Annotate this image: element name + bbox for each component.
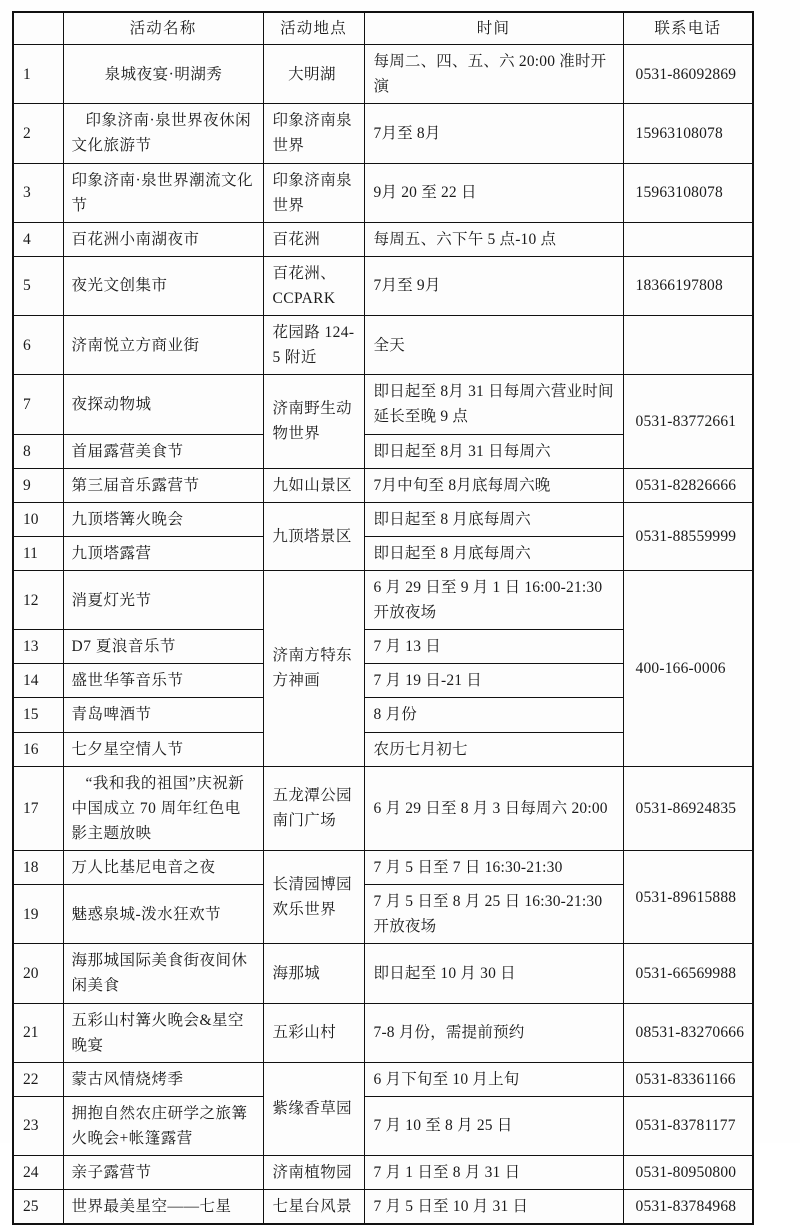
row-index: 19 bbox=[13, 885, 63, 944]
header-cell-phone: 联系电话 bbox=[623, 12, 753, 45]
row-index: 20 bbox=[13, 944, 63, 1003]
row-phone: 0531-83772661 bbox=[623, 375, 753, 468]
row-index: 17 bbox=[13, 766, 63, 850]
table-row bbox=[13, 1190, 753, 1225]
row-phone: 18366197808 bbox=[623, 256, 753, 315]
row-phone: 0531-80950800 bbox=[623, 1156, 753, 1190]
row-index: 11 bbox=[13, 536, 63, 570]
row-time: 7 月 5 日至 10 月 31 日 bbox=[364, 1190, 623, 1225]
row-location: 大明湖 bbox=[263, 45, 364, 104]
row-phone: 0531-89615888 bbox=[623, 850, 753, 943]
row-time: 7月至 9月 bbox=[364, 256, 623, 315]
row-activity-name: 蒙古风情烧烤季 bbox=[63, 1062, 263, 1096]
row-index: 12 bbox=[13, 570, 63, 629]
row-location: 济南植物园 bbox=[263, 1156, 364, 1190]
row-location: 印象济南泉世界 bbox=[263, 163, 364, 222]
row-time: 7月中旬至 8月底每周六晚 bbox=[364, 468, 623, 502]
row-index: 4 bbox=[13, 222, 63, 256]
row-time: 7-8 月份，需提前预约 bbox=[364, 1003, 623, 1062]
row-location: 海那城 bbox=[263, 944, 364, 1003]
row-index: 22 bbox=[13, 1062, 63, 1096]
row-activity-name: 万人比基尼电音之夜 bbox=[63, 850, 263, 884]
row-activity-name: 亲子露营节 bbox=[63, 1156, 263, 1190]
row-activity-name: 九顶塔篝火晚会 bbox=[63, 502, 263, 536]
row-index: 2 bbox=[13, 104, 63, 163]
table-row bbox=[13, 256, 753, 315]
row-index: 10 bbox=[13, 502, 63, 536]
table-row bbox=[13, 1003, 753, 1062]
row-time: 每周五、六下午 5 点-10 点 bbox=[364, 222, 623, 256]
row-time: 即日起至 8月 31 日每周六营业时间延长至晚 9 点 bbox=[364, 375, 623, 434]
row-activity-name: 夜探动物城 bbox=[63, 375, 263, 434]
row-index: 15 bbox=[13, 698, 63, 732]
row-index: 25 bbox=[13, 1190, 63, 1225]
row-activity-name: 魅惑泉城-泼水狂欢节 bbox=[63, 885, 263, 944]
row-location: 九顶塔景区 bbox=[263, 502, 364, 570]
row-activity-name: 世界最美星空——七星 bbox=[63, 1190, 263, 1225]
row-time: 全天 bbox=[364, 316, 623, 375]
row-time: 7 月 10 至 8 月 25 日 bbox=[364, 1096, 623, 1155]
table-row bbox=[13, 944, 753, 1003]
table-row bbox=[13, 163, 753, 222]
row-location: 长清园博园欢乐世界 bbox=[263, 850, 364, 943]
row-phone bbox=[623, 316, 753, 375]
row-location: 百花洲、CCPARK bbox=[263, 256, 364, 315]
row-location: 五彩山村 bbox=[263, 1003, 364, 1062]
table-row bbox=[13, 1096, 753, 1155]
row-activity-name: 五彩山村篝火晚会&星空晚宴 bbox=[63, 1003, 263, 1062]
header-cell-name: 活动名称 bbox=[63, 12, 263, 45]
row-location: 七星台风景 bbox=[263, 1190, 364, 1225]
row-phone: 0531-86924835 bbox=[623, 766, 753, 850]
table-row bbox=[13, 850, 753, 884]
header-cell-location: 活动地点 bbox=[263, 12, 364, 45]
table-row bbox=[13, 316, 753, 375]
row-time: 每周二、四、五、六 20:00 准时开演 bbox=[364, 45, 623, 104]
row-activity-name: 泉城夜宴·明湖秀 bbox=[63, 45, 263, 104]
row-activity-name: 百花洲小南湖夜市 bbox=[63, 222, 263, 256]
row-index: 24 bbox=[13, 1156, 63, 1190]
row-time: 7 月 1 日至 8 月 31 日 bbox=[364, 1156, 623, 1190]
header-cell-time: 时间 bbox=[364, 12, 623, 45]
row-activity-name: 盛世华筝音乐节 bbox=[63, 664, 263, 698]
row-activity-name: 济南悦立方商业街 bbox=[63, 316, 263, 375]
table-row bbox=[13, 45, 753, 104]
row-time: 即日起至 10 月 30 日 bbox=[364, 944, 623, 1003]
row-location: 印象济南泉世界 bbox=[263, 104, 364, 163]
row-index: 16 bbox=[13, 732, 63, 766]
row-phone: 0531-88559999 bbox=[623, 502, 753, 570]
row-phone: 0531-86092869 bbox=[623, 45, 753, 104]
row-activity-name: 九顶塔露营 bbox=[63, 536, 263, 570]
row-activity-name: D7 夏浪音乐节 bbox=[63, 630, 263, 664]
row-phone: 0531-82826666 bbox=[623, 468, 753, 502]
row-index: 8 bbox=[13, 434, 63, 468]
row-time: 7 月 5 日至 7 日 16:30-21:30 bbox=[364, 850, 623, 884]
row-activity-name: 印象济南·泉世界夜休闲文化旅游节 bbox=[63, 104, 263, 163]
table-row bbox=[13, 222, 753, 256]
row-index: 7 bbox=[13, 375, 63, 434]
row-time: 6 月下旬至 10 月上旬 bbox=[364, 1062, 623, 1096]
row-time: 即日起至 8月 31 日每周六 bbox=[364, 434, 623, 468]
row-activity-name: 夜光文创集市 bbox=[63, 256, 263, 315]
row-phone: 0531-83361166 bbox=[623, 1062, 753, 1096]
table-header-row bbox=[13, 12, 753, 45]
table-row bbox=[13, 502, 753, 536]
row-time: 7 月 5 日至 8 月 25 日 16:30-21:30 开放夜场 bbox=[364, 885, 623, 944]
row-phone: 0531-83781177 bbox=[623, 1096, 753, 1155]
table-row bbox=[13, 375, 753, 434]
row-index: 13 bbox=[13, 630, 63, 664]
header-cell-index bbox=[13, 12, 63, 45]
row-time: 7 月 13 日 bbox=[364, 630, 623, 664]
row-time: 6 月 29 日至 8 月 3 日每周六 20:00 bbox=[364, 766, 623, 850]
row-index: 3 bbox=[13, 163, 63, 222]
row-time: 即日起至 8 月底每周六 bbox=[364, 502, 623, 536]
row-time: 6 月 29 日至 9 月 1 日 16:00-21:30 开放夜场 bbox=[364, 570, 623, 629]
row-index: 1 bbox=[13, 45, 63, 104]
row-location: 花园路 124-5 附近 bbox=[263, 316, 364, 375]
row-phone: 0531-66569988 bbox=[623, 944, 753, 1003]
row-location: 紫缘香草园 bbox=[263, 1062, 364, 1155]
row-index: 18 bbox=[13, 850, 63, 884]
row-time: 即日起至 8 月底每周六 bbox=[364, 536, 623, 570]
row-phone: 15963108078 bbox=[623, 104, 753, 163]
row-location: 济南野生动物世界 bbox=[263, 375, 364, 468]
row-location: 五龙潭公园南门广场 bbox=[263, 766, 364, 850]
row-index: 6 bbox=[13, 316, 63, 375]
row-time: 农历七月初七 bbox=[364, 732, 623, 766]
row-location: 百花洲 bbox=[263, 222, 364, 256]
table-row bbox=[13, 570, 753, 629]
table-row bbox=[13, 766, 753, 850]
row-time: 8 月份 bbox=[364, 698, 623, 732]
row-location: 济南方特东方神画 bbox=[263, 570, 364, 766]
row-phone: 400-166-0006 bbox=[623, 570, 753, 766]
table-row bbox=[13, 468, 753, 502]
row-location: 九如山景区 bbox=[263, 468, 364, 502]
row-index: 5 bbox=[13, 256, 63, 315]
table-row bbox=[13, 1156, 753, 1190]
table-row bbox=[13, 104, 753, 163]
row-time: 7 月 19 日-21 日 bbox=[364, 664, 623, 698]
row-time: 7月至 8月 bbox=[364, 104, 623, 163]
row-phone bbox=[623, 222, 753, 256]
row-activity-name: 印象济南·泉世界潮流文化节 bbox=[63, 163, 263, 222]
row-activity-name: 首届露营美食节 bbox=[63, 434, 263, 468]
row-activity-name: 第三届音乐露营节 bbox=[63, 468, 263, 502]
activity-schedule-table bbox=[12, 11, 754, 1225]
row-phone: 15963108078 bbox=[623, 163, 753, 222]
row-time: 9月 20 至 22 日 bbox=[364, 163, 623, 222]
row-activity-name: 拥抱自然农庄研学之旅篝火晚会+帐篷露营 bbox=[63, 1096, 263, 1155]
row-index: 9 bbox=[13, 468, 63, 502]
row-phone: 08531-83270666 bbox=[623, 1003, 753, 1062]
row-activity-name: 七夕星空情人节 bbox=[63, 732, 263, 766]
row-activity-name: 青岛啤酒节 bbox=[63, 698, 263, 732]
row-activity-name: “我和我的祖国”庆祝新中国成立 70 周年红色电影主题放映 bbox=[63, 766, 263, 850]
row-activity-name: 海那城国际美食街夜间休闲美食 bbox=[63, 944, 263, 1003]
row-activity-name: 消夏灯光节 bbox=[63, 570, 263, 629]
row-index: 21 bbox=[13, 1003, 63, 1062]
table-row bbox=[13, 1062, 753, 1096]
row-index: 23 bbox=[13, 1096, 63, 1155]
row-index: 14 bbox=[13, 664, 63, 698]
row-phone: 0531-83784968 bbox=[623, 1190, 753, 1225]
